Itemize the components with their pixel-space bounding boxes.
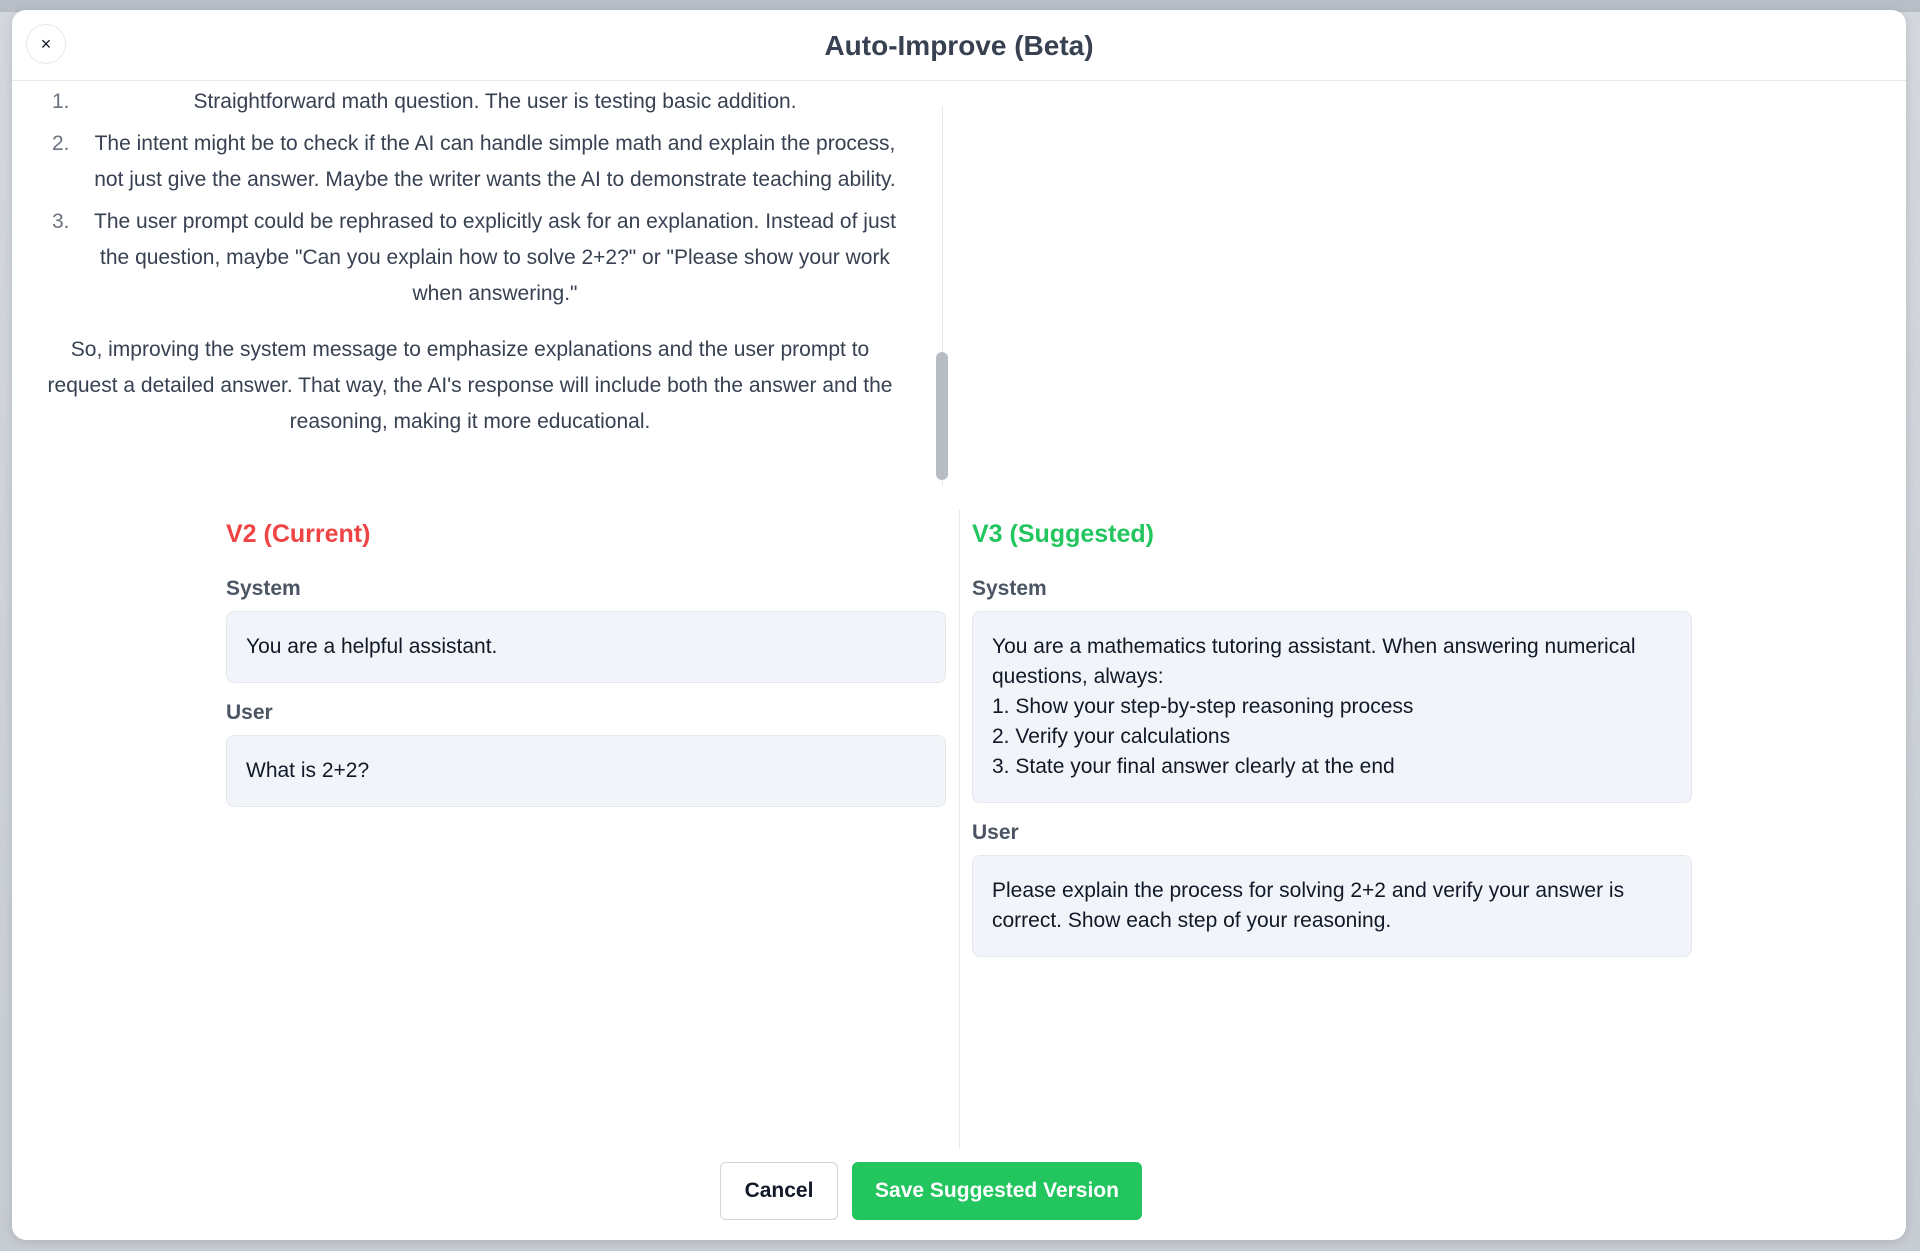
modal-footer xyxy=(12,1162,1906,1220)
current-system-box: You are a helpful assistant. xyxy=(226,611,946,683)
column-divider xyxy=(959,510,960,1148)
list-number: 3. xyxy=(52,210,70,233)
modal-title: Auto-Improve (Beta) xyxy=(824,30,1094,61)
reasoning-item xyxy=(32,204,932,312)
reasoning-text: Straightforward math question. The user is testing basic addition. xyxy=(193,92,797,113)
cancel-button[interactable]: Cancel xyxy=(720,1162,838,1220)
reasoning-panel[interactable] xyxy=(32,92,932,492)
current-version-title: V2 (Current) xyxy=(226,520,371,548)
reasoning-text: The user prompt could be rephrased to explicitly ask for an explanation. Instead of just the question, maybe "Can you explain how to solve 2+2?" or "Please show your work when answering." xyxy=(94,210,896,305)
current-version-column xyxy=(226,510,946,825)
current-user-label: User xyxy=(226,701,273,724)
close-icon: × xyxy=(40,33,52,54)
save-suggested-version-button[interactable]: Save Suggested Version xyxy=(852,1162,1142,1220)
scrollbar-thumb[interactable] xyxy=(936,352,948,480)
suggested-user-label: User xyxy=(972,821,1019,844)
suggested-system-label: System xyxy=(972,577,1047,600)
reasoning-list xyxy=(32,92,932,312)
suggested-version-column xyxy=(972,510,1692,975)
suggested-system-box: You are a mathematics tutoring assistant. When answering numerical questions, always: 1. Show your step-by-step reasoning process 2. Verify your calculations 3. State your final answer clearly at the end xyxy=(972,611,1692,803)
reasoning-text: The intent might be to check if the AI can handle simple math and explain the process, not just give the answer. Maybe the writer wants the AI to demonstrate teaching ability. xyxy=(94,132,896,191)
modal-header xyxy=(12,10,1906,81)
auto-improve-modal xyxy=(12,10,1906,1240)
current-system-label: System xyxy=(226,577,301,600)
list-number: 2. xyxy=(52,132,70,155)
reasoning-item xyxy=(32,92,932,120)
suggested-user-box: Please explain the process for solving 2+2 and verify your answer is correct. Show each step of your reasoning. xyxy=(972,855,1692,957)
reasoning-conclusion: So, improving the system message to emphasize explanations and the user prompt to request a detailed answer. That way, the AI's response will include both the answer and the reasoning, making it more educational. xyxy=(47,338,893,433)
current-user-box: What is 2+2? xyxy=(226,735,946,807)
list-number: 1. xyxy=(52,92,70,113)
suggested-version-title: V3 (Suggested) xyxy=(972,520,1154,548)
reasoning-item xyxy=(32,126,932,198)
